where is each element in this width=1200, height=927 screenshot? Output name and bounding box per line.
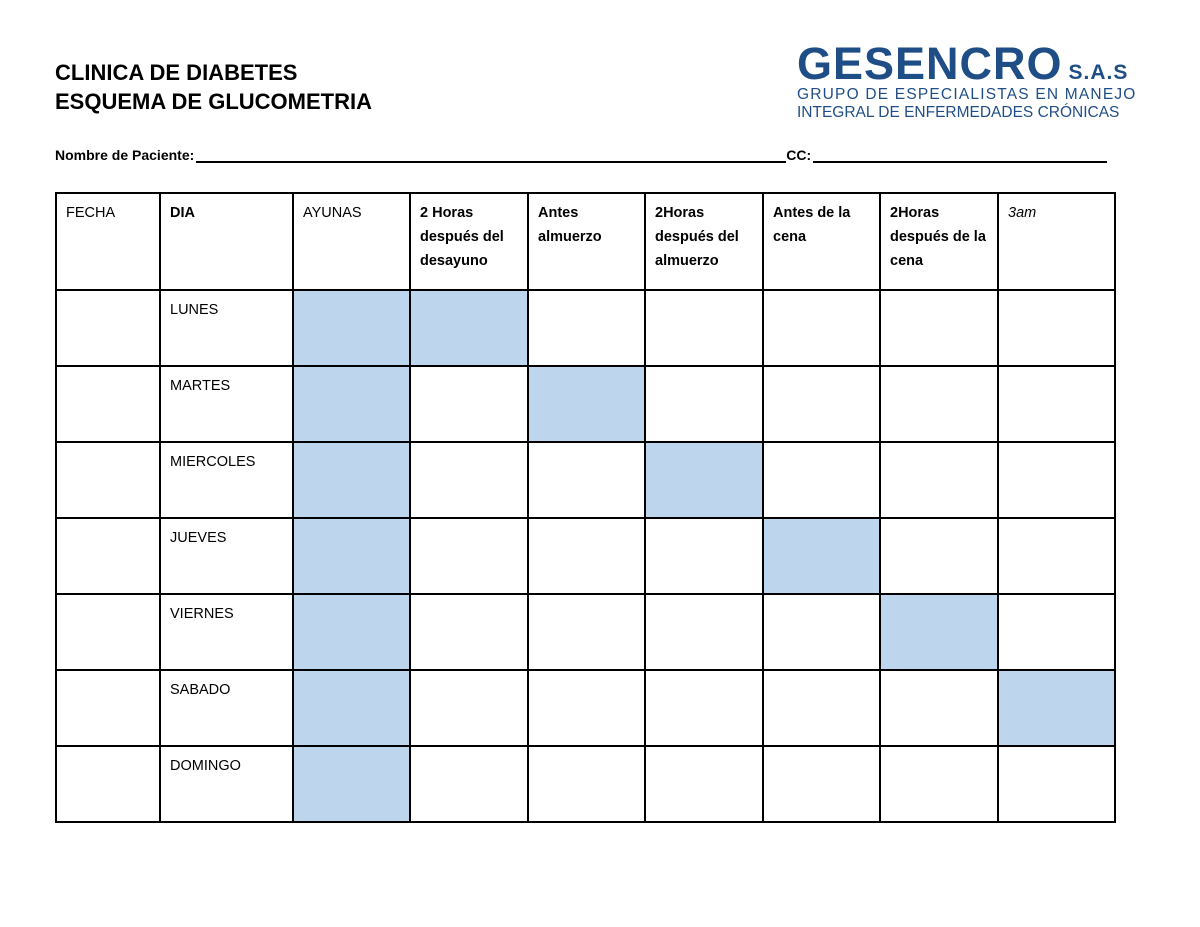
header-3am: 3am xyxy=(998,193,1115,290)
reading-cell-3am[interactable] xyxy=(998,518,1115,594)
reading-cell-2h-desayuno[interactable] xyxy=(410,366,528,442)
reading-cell-antes-cena[interactable] xyxy=(763,746,880,822)
reading-cell-antes-almuerzo[interactable] xyxy=(528,366,645,442)
reading-cell-3am[interactable] xyxy=(998,442,1115,518)
day-cell: MARTES xyxy=(160,366,293,442)
reading-cell-antes-cena[interactable] xyxy=(763,670,880,746)
reading-cell-ayunas[interactable] xyxy=(293,366,410,442)
title-scheme: ESQUEMA DE GLUCOMETRIA xyxy=(55,89,372,114)
reading-cell-2h-almuerzo[interactable] xyxy=(645,594,763,670)
logo-subtitle-line1: GRUPO DE ESPECIALISTAS EN MANEJO xyxy=(797,86,1137,103)
reading-cell-2h-desayuno[interactable] xyxy=(410,594,528,670)
header-ayunas: AYUNAS xyxy=(293,193,410,290)
day-cell: LUNES xyxy=(160,290,293,366)
header-antes-cena: Antes de la cena xyxy=(763,193,880,290)
reading-cell-antes-cena[interactable] xyxy=(763,290,880,366)
patient-name-field[interactable] xyxy=(196,144,786,163)
reading-cell-2h-almuerzo[interactable] xyxy=(645,290,763,366)
date-cell[interactable] xyxy=(56,594,160,670)
reading-cell-2h-cena[interactable] xyxy=(880,366,998,442)
table-row xyxy=(56,518,1115,594)
reading-cell-ayunas[interactable] xyxy=(293,518,410,594)
reading-cell-2h-cena[interactable] xyxy=(880,518,998,594)
reading-cell-2h-desayuno[interactable] xyxy=(410,442,528,518)
logo-name: GESENCRO xyxy=(797,38,1063,89)
logo-subtitle-line2: INTEGRAL DE ENFERMEDADES CRÓNICAS xyxy=(797,104,1120,121)
date-cell[interactable] xyxy=(56,518,160,594)
header-2h-desayuno: 2 Horas después del desayuno xyxy=(410,193,528,290)
header-row xyxy=(56,193,1115,290)
reading-cell-2h-cena[interactable] xyxy=(880,290,998,366)
header-fecha: FECHA xyxy=(56,193,160,290)
cc-label: CC: xyxy=(786,147,812,163)
reading-cell-3am[interactable] xyxy=(998,290,1115,366)
reading-cell-2h-cena[interactable] xyxy=(880,594,998,670)
reading-cell-antes-almuerzo[interactable] xyxy=(528,594,645,670)
gesencro-logo xyxy=(797,38,1137,122)
table-row xyxy=(56,366,1115,442)
table-row xyxy=(56,442,1115,518)
reading-cell-antes-almuerzo[interactable] xyxy=(528,442,645,518)
table-row xyxy=(56,746,1115,822)
day-cell: DOMINGO xyxy=(160,746,293,822)
reading-cell-2h-desayuno[interactable] xyxy=(410,290,528,366)
reading-cell-antes-cena[interactable] xyxy=(763,442,880,518)
reading-cell-antes-almuerzo[interactable] xyxy=(528,746,645,822)
reading-cell-ayunas[interactable] xyxy=(293,290,410,366)
reading-cell-ayunas[interactable] xyxy=(293,746,410,822)
table-row xyxy=(56,290,1115,366)
patient-name-label: Nombre de Paciente: xyxy=(55,147,195,163)
date-cell[interactable] xyxy=(56,290,160,366)
reading-cell-antes-almuerzo[interactable] xyxy=(528,670,645,746)
day-cell: SABADO xyxy=(160,670,293,746)
reading-cell-2h-almuerzo[interactable] xyxy=(645,442,763,518)
logo-suffix: S.A.S xyxy=(1068,61,1129,84)
reading-cell-antes-cena[interactable] xyxy=(763,366,880,442)
reading-cell-ayunas[interactable] xyxy=(293,442,410,518)
reading-cell-ayunas[interactable] xyxy=(293,594,410,670)
glucometry-table xyxy=(55,192,1116,823)
date-cell[interactable] xyxy=(56,670,160,746)
reading-cell-ayunas[interactable] xyxy=(293,670,410,746)
patient-info-line xyxy=(55,144,1107,163)
reading-cell-antes-almuerzo[interactable] xyxy=(528,290,645,366)
reading-cell-antes-almuerzo[interactable] xyxy=(528,518,645,594)
day-cell: VIERNES xyxy=(160,594,293,670)
reading-cell-2h-cena[interactable] xyxy=(880,670,998,746)
document-title xyxy=(55,58,372,116)
day-cell: MIERCOLES xyxy=(160,442,293,518)
date-cell[interactable] xyxy=(56,366,160,442)
reading-cell-antes-cena[interactable] xyxy=(763,594,880,670)
reading-cell-2h-almuerzo[interactable] xyxy=(645,366,763,442)
date-cell[interactable] xyxy=(56,442,160,518)
reading-cell-antes-cena[interactable] xyxy=(763,518,880,594)
reading-cell-2h-cena[interactable] xyxy=(880,442,998,518)
reading-cell-3am[interactable] xyxy=(998,594,1115,670)
reading-cell-2h-desayuno[interactable] xyxy=(410,518,528,594)
reading-cell-2h-almuerzo[interactable] xyxy=(645,518,763,594)
cc-field[interactable] xyxy=(813,144,1107,163)
title-clinic: CLINICA DE DIABETES xyxy=(55,60,298,85)
reading-cell-3am[interactable] xyxy=(998,746,1115,822)
reading-cell-2h-desayuno[interactable] xyxy=(410,746,528,822)
reading-cell-2h-almuerzo[interactable] xyxy=(645,746,763,822)
header-2h-almuerzo: 2Horas después del almuerzo xyxy=(645,193,763,290)
reading-cell-2h-desayuno[interactable] xyxy=(410,670,528,746)
reading-cell-3am[interactable] xyxy=(998,366,1115,442)
day-cell: JUEVES xyxy=(160,518,293,594)
logo-subtitle xyxy=(797,86,1137,122)
reading-cell-3am[interactable] xyxy=(998,670,1115,746)
header-2h-cena: 2Horas después de la cena xyxy=(880,193,998,290)
table-row xyxy=(56,670,1115,746)
reading-cell-2h-cena[interactable] xyxy=(880,746,998,822)
reading-cell-2h-almuerzo[interactable] xyxy=(645,670,763,746)
header-antes-almuerzo: Antes almuerzo xyxy=(528,193,645,290)
table-row xyxy=(56,594,1115,670)
header-dia: DIA xyxy=(160,193,293,290)
date-cell[interactable] xyxy=(56,746,160,822)
